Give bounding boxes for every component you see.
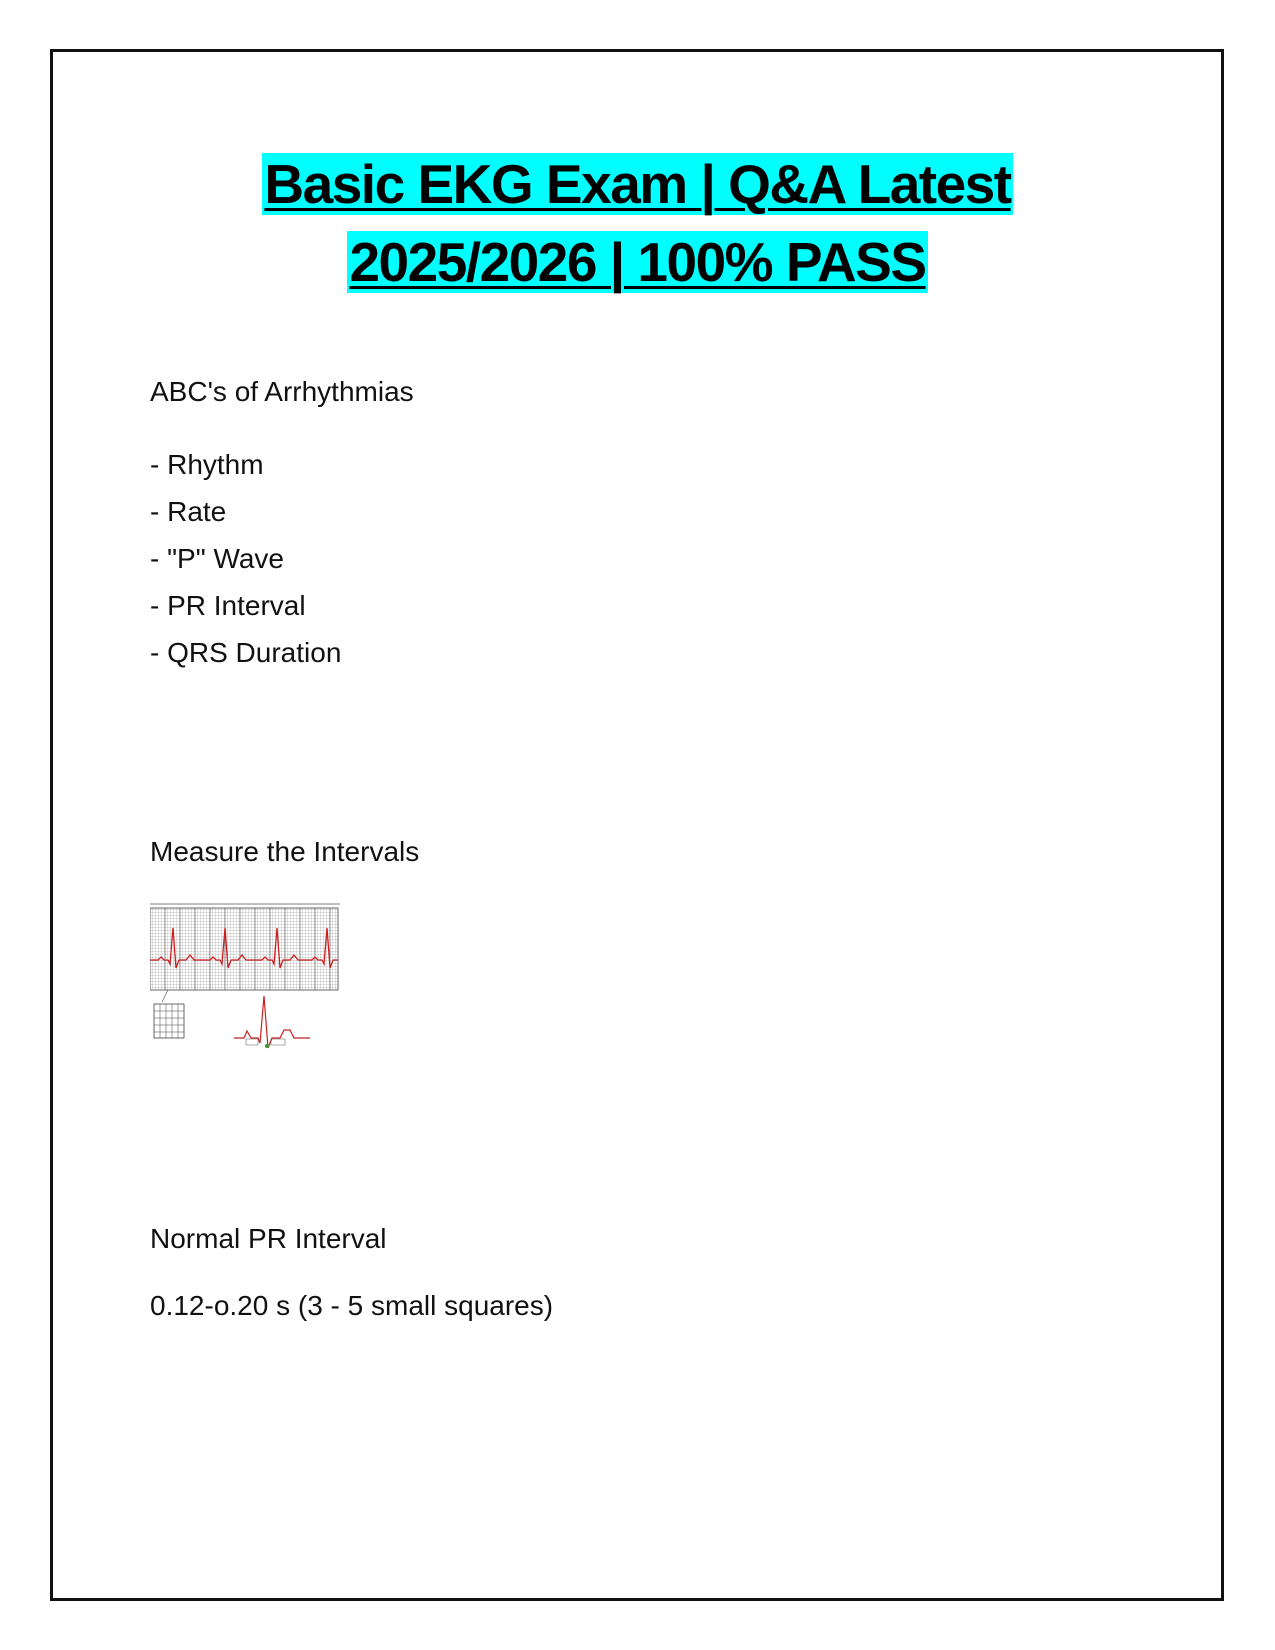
list-item: - Rhythm — [150, 449, 264, 480]
list-item: - Rate — [150, 496, 227, 527]
section-heading-intervals: Measure the Intervals — [150, 836, 420, 867]
list-item: - QRS Duration — [150, 637, 342, 668]
page-title — [0, 145, 1275, 301]
title-line-2: 2025/2026 | 100% PASS — [349, 231, 926, 293]
pr-interval-answer: 0.12-o.20 s (3 - 5 small squares) — [150, 1290, 554, 1321]
section-heading-pr: Normal PR Interval — [150, 1223, 387, 1254]
list-item: - "P" Wave — [150, 543, 284, 574]
section-heading-abc: ABC's of Arrhythmias — [150, 376, 414, 407]
abc-list — [150, 441, 341, 676]
ekg-diagram-image — [150, 898, 340, 1058]
title-line-1: Basic EKG Exam | Q&A Latest — [264, 153, 1011, 215]
list-item: - PR Interval — [150, 590, 306, 621]
